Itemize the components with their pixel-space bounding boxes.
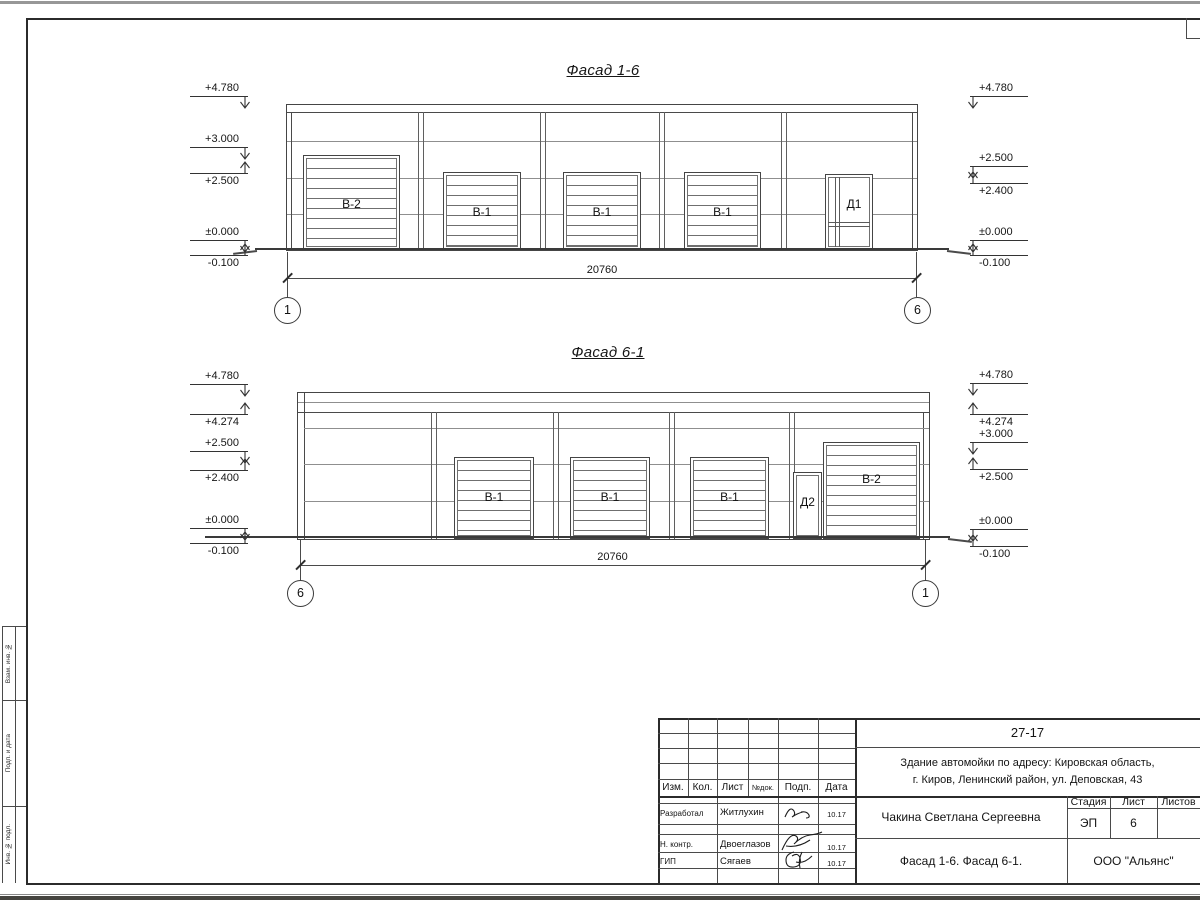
frame-left [26,18,28,883]
roller-door [454,457,534,539]
side-strip-line [15,626,16,883]
roller-door [563,172,641,250]
ground-line [205,536,950,538]
roller-door [570,457,650,539]
elevation-mark: +2.400 [190,470,248,485]
elevation-mark: +4.274 [970,414,1028,429]
wall-edge-line [923,412,924,539]
elevation-mark: +4.780 [970,369,1028,384]
door-label: В-2 [342,196,361,211]
signature-scribble [782,848,816,872]
frame-top [26,18,1200,20]
page-bottom-edge-line [0,894,1200,895]
axis-bubble [287,580,314,607]
sheet-title: Фасад 1-6. Фасад 6-1. [899,853,1023,868]
parapet-inner-line [298,402,929,403]
axis-bubble [904,297,931,324]
wall-edge-line [291,112,292,250]
elevation-mark: +4.780 [190,82,248,97]
project-address [855,747,1200,796]
entrance-door [793,472,822,539]
elevation-mark: -0.100 [970,546,1028,561]
door-label: В-2 [862,471,881,486]
signature-date: 10.17 [827,859,846,868]
title-block-line [658,834,855,835]
door-label: В-1 [720,490,739,504]
door-label: В-1 [472,204,492,219]
signer-role: Н. контр. [660,840,694,849]
sheets-value [1157,808,1200,838]
roller-door [443,172,521,250]
column-header: Лист [721,782,744,793]
column-line [659,112,665,250]
elevation-mark: +4.274 [190,414,248,429]
title-block-line [658,733,855,734]
door-label: В-1 [600,490,620,504]
elevation-mark: ±0.000 [970,226,1028,241]
dimension-value: 20760 [597,551,628,563]
wall-joint-line [304,428,929,429]
side-strip-label: Инв. № подл. [5,824,12,865]
roller-door [303,155,400,250]
corner-stamp-box [1186,18,1187,38]
wall-edge-line [304,393,305,539]
side-strip-cell [2,700,15,806]
column-header: Кол. [692,782,713,793]
signer-role: Разработал [660,808,704,818]
axis-number: 1 [284,303,291,317]
elevation-mark: +4.780 [190,370,248,385]
title-block-line [778,718,779,883]
project-address-line: Здание автомойки по адресу: Кировская область, [900,757,1155,769]
column-line [431,412,437,539]
elevation-mark: -0.100 [190,255,248,270]
column-line [781,112,787,250]
elevation-mark: -0.100 [190,543,248,558]
elevation-mark: +2.500 [190,173,248,188]
axis-number: 1 [922,586,929,600]
column-line [540,112,546,250]
facade-title: Фасад 1-6 [566,62,640,79]
entrance-door [825,174,873,250]
elevation-mark: +4.780 [970,82,1028,97]
wall-edge-line [912,112,913,250]
stage-value: ЭП [1079,816,1098,830]
parapet-line [287,112,917,113]
side-strip-label: Взам. инв. № [5,642,12,684]
column-line [669,412,675,539]
elevation-mark: +2.500 [970,152,1028,167]
door-label: В-1 [592,204,612,219]
ground-line [255,248,949,250]
column-line [418,112,424,250]
door-label: В-1 [713,204,732,219]
elevation-mark: +2.500 [970,469,1028,484]
signer-name: Двоеглазов [720,838,771,850]
corner-stamp-box-bottom [1186,38,1200,39]
page-bottom-dark-band [0,896,1200,900]
signature-date: 10.17 [827,843,846,852]
title-block-line [717,718,718,883]
document-code: 27-17 [1010,725,1045,740]
title-block-line [658,824,855,825]
column-header: №док. [752,783,774,792]
wall-joint-line [287,141,917,142]
door-label: Д1 [846,197,862,212]
title-block-line [658,803,855,804]
column-line [553,412,559,539]
stage-header: Стадия [1070,796,1107,808]
door-rail [828,222,870,227]
axis-bubble [912,580,939,607]
roller-door [690,457,769,539]
dimension-line [287,278,917,279]
roller-door [684,172,761,250]
elevation-mark: +3.000 [970,428,1028,443]
frame-bottom [26,883,1200,885]
sheets-header: Листов [1161,796,1196,808]
project-address-line: г. Киров, Ленинский район, ул. Деповская, 43 [912,773,1143,786]
roller-door [823,442,920,539]
elevation-mark: ±0.000 [190,514,248,529]
elevation-mark: ±0.000 [970,515,1028,530]
signer-role: ГИП [660,857,676,866]
elevation-mark: ±0.000 [190,226,248,241]
column-header: Подп. [784,782,812,793]
door-stile [835,177,840,247]
side-strip-cell [2,806,15,883]
signature-scribble [783,803,815,823]
title-block-line [658,763,855,764]
building-elevation [297,392,930,540]
door-label: Д2 [800,495,815,510]
signer-name: Житлухин [720,806,764,818]
parapet-line [298,412,929,413]
sheet-header: Лист [1122,796,1145,808]
axis-bubble [274,297,301,324]
door-frame [826,445,917,536]
elevation-mark: -0.100 [970,255,1028,270]
dimension-value: 20760 [586,264,618,276]
dimension-extension-line [925,540,926,580]
building-elevation [286,104,918,251]
customer-name: Чакина Светлана Сергеевна [881,810,1041,824]
signature-date: 10.17 [827,810,846,819]
column-header: Дата [825,782,848,793]
axis-number: 6 [297,586,304,600]
title-block-line [658,748,855,749]
dimension-line [300,565,925,566]
sheet-value: 6 [1130,816,1137,830]
elevation-mark: +2.500 [190,437,248,452]
elevation-mark: +3.000 [190,133,248,148]
signer-name: Сягаев [720,855,751,867]
elevation-mark: +2.400 [970,183,1028,198]
side-strip-cell [2,626,15,700]
company-name: ООО "Альянс" [1093,853,1174,868]
side-strip-label: Подп. и дата [5,733,12,773]
axis-number: 6 [914,303,921,317]
column-header: Изм. [662,782,684,793]
facade-title: Фасад 6-1 [571,344,645,361]
page-top-edge [0,1,1200,4]
door-label: В-1 [484,490,504,504]
